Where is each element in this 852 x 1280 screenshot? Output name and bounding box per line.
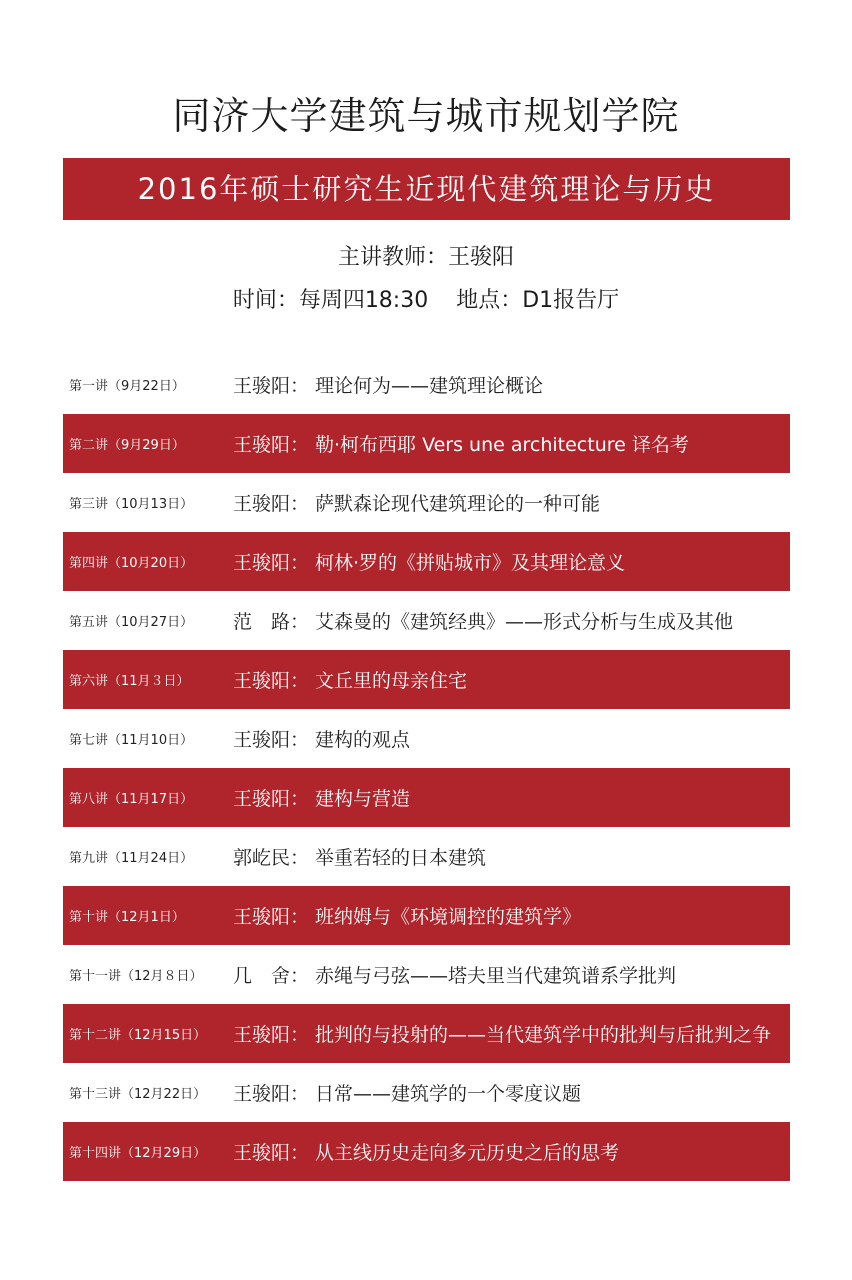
lecture-title: 建构与营造 [315, 788, 411, 810]
lecture-speaker: 王骏阳： [233, 788, 310, 810]
lecture-number-date: 第一讲（9月22日） [69, 379, 185, 394]
lecture-title: 从主线历史走向多元历史之后的思考 [315, 1142, 620, 1164]
lecture-number-date: 第八讲（11月17日） [69, 792, 194, 807]
time-text: 时间：每周四18:30 [232, 288, 429, 313]
lecture-row [63, 886, 790, 945]
teacher-line: 主讲教师：王骏阳 [337, 245, 514, 270]
lecture-number-date: 第十二讲（12月15日） [69, 1028, 207, 1043]
lecture-speaker: 王骏阳： [233, 1083, 310, 1105]
lecture-row [63, 709, 790, 768]
lecture-speaker: 郭屹民： [233, 847, 310, 869]
lecture-speaker: 王骏阳： [233, 375, 310, 397]
lecture-row [63, 827, 790, 886]
lecture-title: 举重若轻的日本建筑 [315, 847, 487, 869]
lecture-speaker: 几 舍： [233, 965, 310, 987]
course-banner [63, 158, 790, 220]
school-title: 同济大学建筑与城市规划学院 [172, 94, 680, 138]
lecture-row [63, 1004, 790, 1063]
lecture-number-date: 第五讲（10月27日） [69, 615, 194, 630]
lecture-number-date: 第十三讲（12月22日） [69, 1087, 207, 1102]
time-place-line [0, 286, 852, 316]
lecture-title: 建构的观点 [315, 729, 411, 751]
lecture-title: 艾森曼的《建筑经典》——形式分析与生成及其他 [315, 611, 734, 633]
lecture-row [63, 591, 790, 650]
lecture-speaker: 范 路： [233, 611, 310, 633]
place-text: 地点：D1报告厅 [456, 288, 620, 313]
lecture-schedule [63, 355, 790, 1181]
lecture-row [63, 945, 790, 1004]
lecture-title: 班纳姆与《环境调控的建筑学》 [315, 906, 582, 928]
lecture-title: 日常——建筑学的一个零度议题 [315, 1083, 582, 1105]
lecture-number-date: 第十四讲（12月29日） [69, 1146, 207, 1161]
lecture-title: 文丘里的母亲住宅 [315, 670, 468, 692]
lecture-speaker: 王骏阳： [233, 1024, 310, 1046]
lecture-number-date: 第三讲（10月13日） [69, 497, 194, 512]
lecture-row [63, 473, 790, 532]
lecture-row [63, 1063, 790, 1122]
lecture-speaker: 王骏阳： [233, 434, 310, 456]
lecture-row [63, 355, 790, 414]
lecture-number-date: 第十一讲（12月８日） [69, 969, 203, 984]
lecture-title: 萨默森论现代建筑理论的一种可能 [315, 493, 601, 515]
lecture-number-date: 第十讲（12月1日） [69, 910, 185, 925]
lecture-row [63, 650, 790, 709]
lecture-title: 柯林·罗的《拼贴城市》及其理论意义 [315, 552, 626, 574]
lecture-speaker: 王骏阳： [233, 552, 310, 574]
course-title: 2016年硕士研究生近现代建筑理论与历史 [137, 172, 716, 206]
lecture-speaker: 王骏阳： [233, 670, 310, 692]
lecture-number-date: 第二讲（9月29日） [69, 438, 185, 453]
lecture-speaker: 王骏阳： [233, 493, 310, 515]
lecture-row [63, 414, 790, 473]
lecture-title: 理论何为——建筑理论概论 [315, 375, 544, 397]
lecture-speaker: 王骏阳： [233, 906, 310, 928]
lecture-speaker: 王骏阳： [233, 1142, 310, 1164]
lecture-number-date: 第六讲（11月３日） [69, 674, 190, 689]
lecture-row [63, 532, 790, 591]
lecture-row [63, 1122, 790, 1181]
lecture-title: 赤绳与弓弦——塔夫里当代建筑谱系学批判 [315, 965, 677, 987]
lecture-number-date: 第四讲（10月20日） [69, 556, 194, 571]
lecture-speaker: 王骏阳： [233, 729, 310, 751]
lecture-title: 批判的与投射的——当代建筑学中的批判与后批判之争 [315, 1024, 772, 1046]
lecture-row [63, 768, 790, 827]
lecture-number-date: 第七讲（11月10日） [69, 733, 194, 748]
lecture-number-date: 第九讲（11月24日） [69, 851, 194, 866]
lecture-title: 勒·柯布西耶 Vers une architecture 译名考 [315, 434, 689, 456]
